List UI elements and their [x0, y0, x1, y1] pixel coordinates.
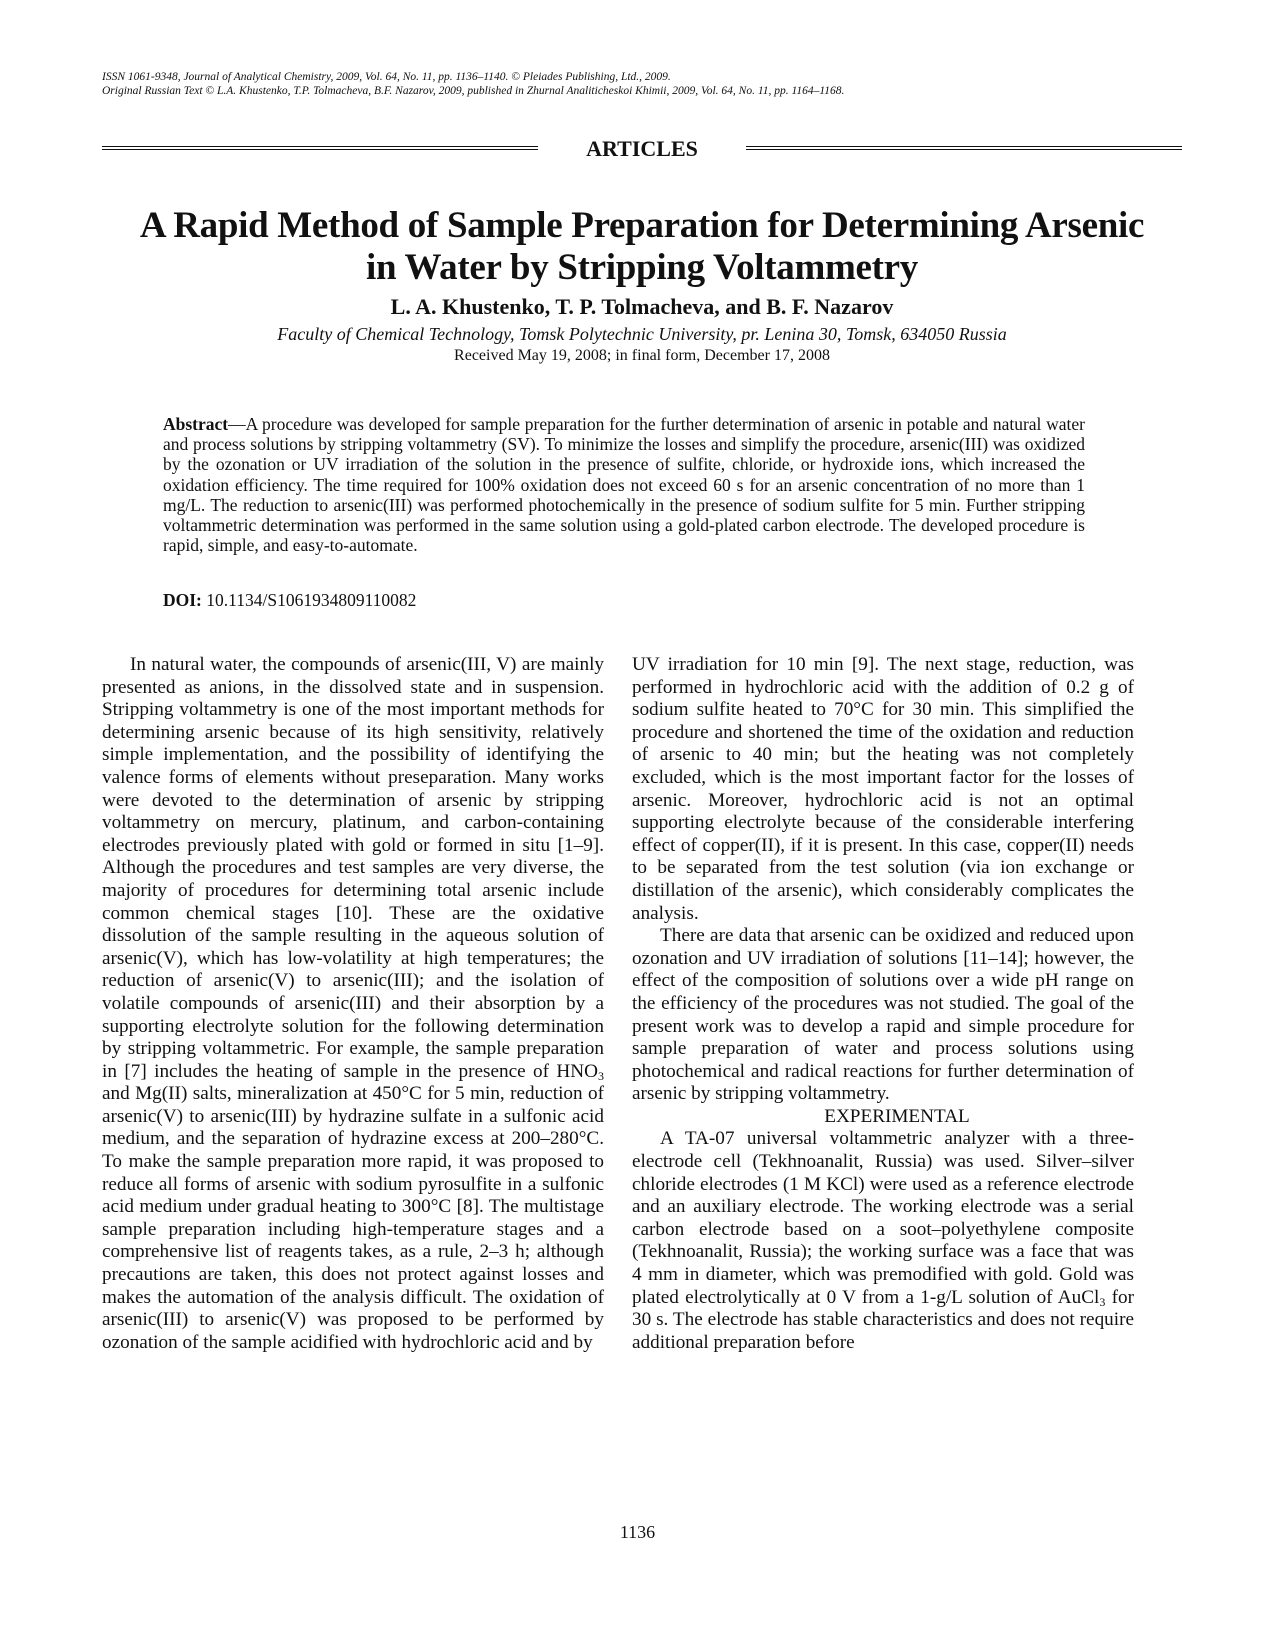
original-text-line: Original Russian Text © L.A. Khustenko, T.P. Tolmacheva, B.F. Nazarov, 2009, published in Zhurnal Analiticheskoi Khimii, 2009, Vol. 64, No. 11, pp. 1164–1168. — [102, 85, 845, 97]
section-header — [102, 137, 1182, 161]
abstract-text: —A procedure was developed for sample preparation for the further determination of arsenic in potable and natural water and process solutions by stripping voltammetry (SV). To minimize the losses and simplify the procedure, arsenic(III) was oxidized by the ozonation or UV irradiation of the solution in the presence of sulfite, chloride, or hydroxide ions, which increased the oxidation efficiency. The time required for 100% oxidation does not exceed 60 s for an arsenic concentration of no more than 1 mg/L. The reduction to arsenic(III) was performed photochemically in the presence of sodium sulfite for 5 min. Further stripping voltammetric determination was performed in the same solution using a gold-plated carbon electrode. The developed procedure is rapid, simple, and easy-to-automate. — [163, 414, 1085, 556]
subscript: 3 — [598, 1068, 604, 1083]
intro-text-a: In natural water, the compounds of arsenic(III, V) are mainly presented as anions, in the dissolved state and in suspension. Stripping voltammetry is one of the most important methods for determining arsenic because of its high sensitivity, relatively simple implementation, and the possibility of identifying the valence forms of elements without preseparation. Many works were devoted to the determination of arsenic by stripping voltammetry on mercury, platinum, and carbon-containing electrodes previously plated with gold or formed in situ [1–9]. Although the procedures and test samples are very diverse, the majority of procedures for determining total arsenic include common chemical stages [10]. These are the oxidative dissolution of the sample resulting in the aqueous solution of arsenic(V), which has low-volatility at high temperatures; the reduction of arsenic(V) to arsenic(III); and the isolation of volatile compounds of arsenic(III) and their absorption by a supporting electrolyte solution for the following determination by stripping voltammetric. For example, the sample preparation in [7] includes the heating of sample in the presence of HNO — [102, 654, 604, 1082]
journal-citation-line: ISSN 1061-9348, Journal of Analytical Chemistry, 2009, Vol. 64, No. 11, pp. 1136–1140. © Pleiades Publishing, Ltd., 2009. — [102, 71, 671, 83]
intro-paragraph — [102, 654, 604, 1354]
doi-label: DOI: — [163, 590, 202, 610]
journal-header — [102, 70, 1182, 98]
paragraph-continued: UV irradiation for 10 min [9]. The next stage, reduction, was performed in hydrochloric acid with the addition of 0.2 g of sodium sulfite heated to 70°C for 30 min. This simplified the procedure and shortened the time of the oxidation and reduction of arsenic to 40 min; but the heating was not completely excluded, which is the most important factor for the losses of arsenic. Moreover, hydrochloric acid is not an optimal supporting electrolyte because of the considerable interfering effect of copper(II), if it is present. In this case, copper(II) needs to be separated from the test solution (via ion exchange or distillation of the arsenic), which considerably complicates the analysis. — [632, 654, 1134, 924]
paragraph-goal: There are data that arsenic can be oxidized and reduced upon ozonation and UV irradiation of solutions [11–14]; however, the effect of the composition of solutions over a wide pH range on the efficiency of the procedures was not studied. The goal of the present work was to develop a rapid and simple procedure for sample preparation of water and process solutions using photochemical and radical reactions for further determination of arsenic by stripping voltammetry. — [632, 925, 1134, 1105]
abstract — [163, 414, 1085, 555]
section-rule-right — [746, 146, 1182, 150]
article-title — [102, 205, 1182, 289]
abstract-label: Abstract — [163, 414, 229, 434]
doi — [163, 590, 416, 610]
experimental-paragraph — [632, 1128, 1134, 1354]
authors: L. A. Khustenko, T. P. Tolmacheva, and B. F. Nazarov — [390, 294, 894, 319]
experimental-text-a: A TA-07 universal voltammetric analyzer with a three-electrode cell (Tekhnoanalit, Russia) was used. Silver–silver chloride electrodes (1 M KCl) were used as a reference electrode and an auxiliary electrode. The working electrode was a serial carbon electrode based on a soot–polyethylene composite (Tekhnoanalit, Russia); the working surface was a face that was 4 mm in diameter, which was premodified with gold. Gold was plated electrolytically at 0 V from a 1-g/L solution of AuCl — [632, 1128, 1134, 1308]
right-column — [632, 654, 1134, 1354]
left-column — [102, 654, 604, 1354]
intro-text-b: and Mg(II) salts, mineralization at 450°C for 5 min, reduction of arsenic(V) to arsenic(III) by hydrazine sulfate in a sulfonic acid medium, and the separation of hydrazine excess at 200–280°C. To make the sample preparation more rapid, it was proposed to reduce all forms of arsenic with sodium pyrosulfite in a sulfonic acid medium under gradual heating to 300°C [8]. The multistage sample preparation including high-temperature stages and a comprehensive list of reagents takes, as a rule, 2–3 h; although precautions are taken, this does not protect against losses and makes the automation of the analysis difficult. The oxidation of arsenic(III) to arsenic(V) was proposed to be performed by ozonation of the sample acidified with hydrochloric acid and by — [102, 1083, 604, 1353]
received-dates: Received May 19, 2008; in final form, December 17, 2008 — [454, 347, 830, 364]
title-line-1: A Rapid Method of Sample Preparation for Determining Arsenic — [139, 205, 1145, 246]
subscript: 3 — [1099, 1294, 1106, 1309]
title-line-2: in Water by Stripping Voltammetry — [365, 247, 918, 288]
section-label: ARTICLES — [586, 136, 698, 161]
page-number: 1136 — [619, 1522, 656, 1542]
affiliation: Faculty of Chemical Technology, Tomsk Polytechnic University, pr. Lenina 30, Tomsk, 634050 Russia — [277, 324, 1007, 344]
experimental-heading: EXPERIMENTAL — [824, 1105, 970, 1127]
doi-value: 10.1134/S1061934809110082 — [201, 590, 417, 610]
experimental-text-b: for 30 s. The electrode has stable characteristics and does not require additional preparation before — [632, 1286, 1135, 1353]
